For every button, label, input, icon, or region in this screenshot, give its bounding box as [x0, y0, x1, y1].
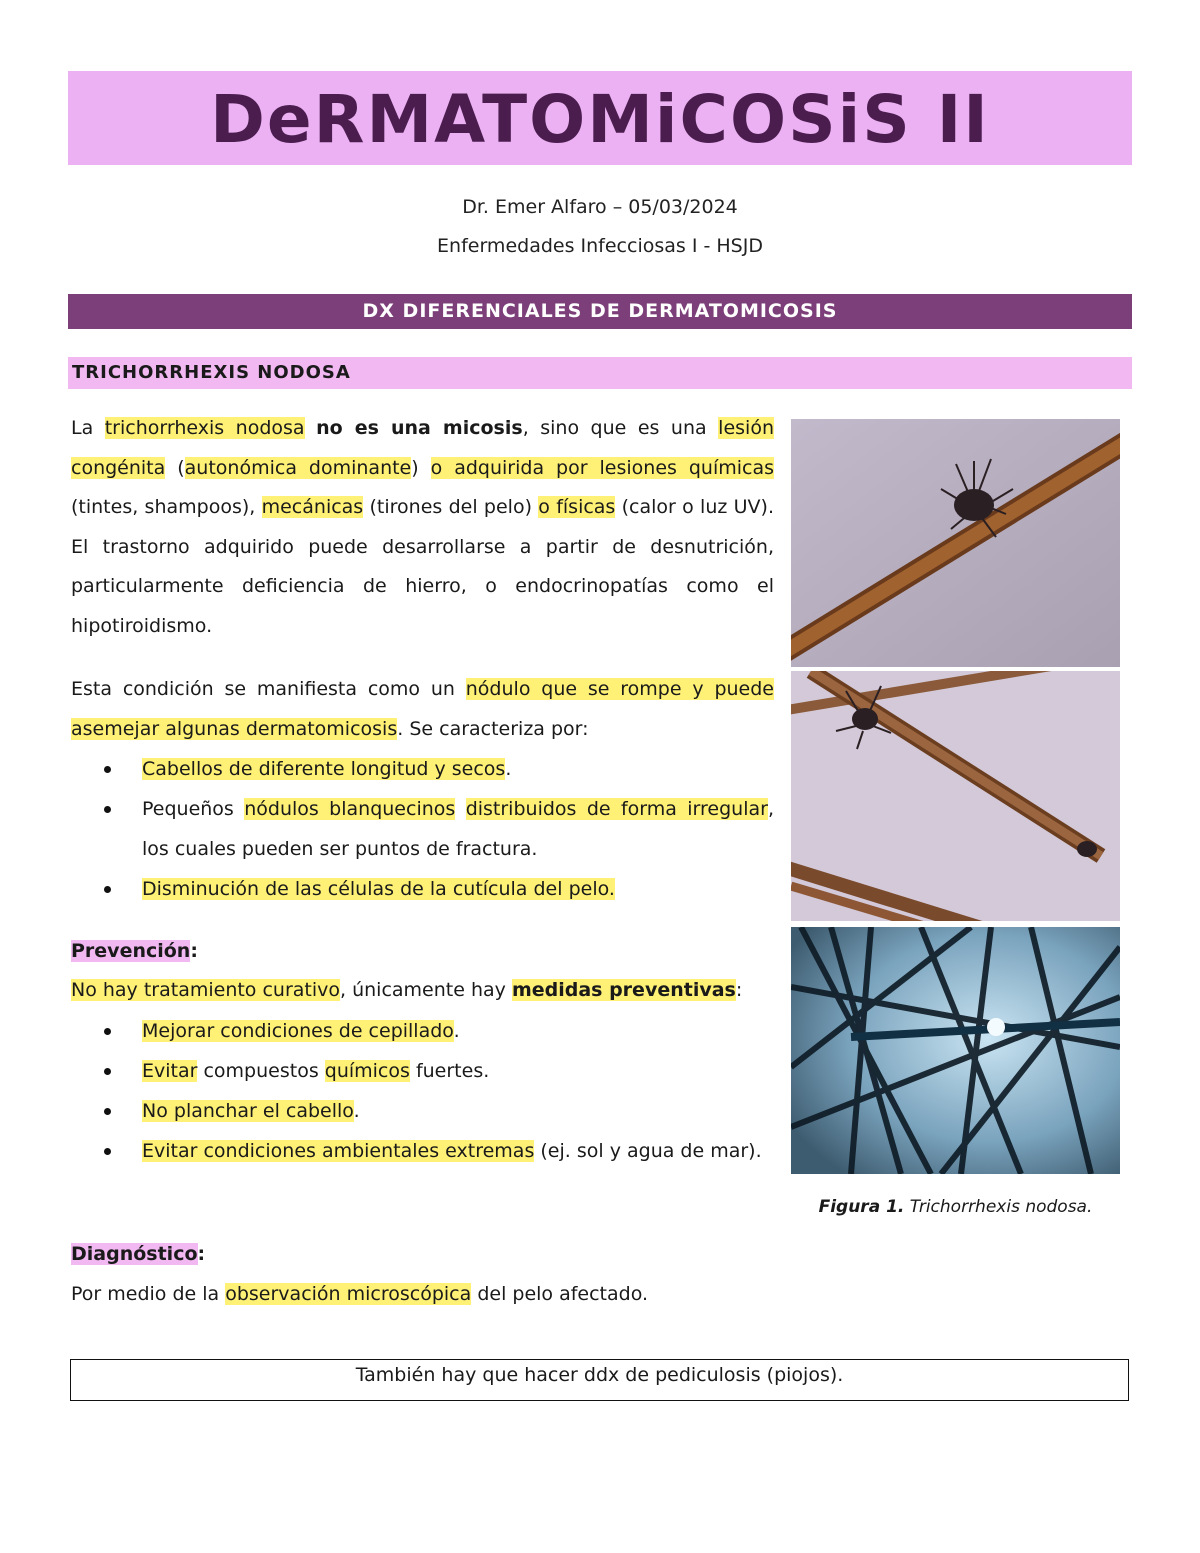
- microscopy-photo-3: [791, 927, 1120, 1174]
- note-box: También hay que hacer ddx de pediculosis (piojos).: [70, 1359, 1129, 1401]
- bullet-icon: [104, 806, 111, 813]
- intro-paragraph: La trichorrhexis nodosa no es una micosis, sino que es una lesión congénita (autonómica dominante) o adquirida por lesiones químicas (tintes, shampoos), mecánicas (tirones del pelo) o físicas (calor o luz UV). El trastorno adquirido puede desarrollarse a partir de desnutrición, particularmente deficiencia de hierro, o endocrinopatías como el hipotiroidismo.: [71, 417, 775, 637]
- list-item: Evitar compuestos químicos fuertes.: [71, 1051, 774, 1091]
- microscopy-photo-1: [791, 419, 1120, 667]
- bullet-icon: [104, 1148, 111, 1155]
- bullet-icon: [104, 1028, 111, 1035]
- bullet-icon: [104, 766, 111, 773]
- prevention-list: [71, 1011, 774, 1171]
- list-item: Evitar condiciones ambientales extremas (ej. sol y agua de mar).: [71, 1131, 774, 1171]
- list-item: Mejorar condiciones de cepillado.: [71, 1011, 774, 1051]
- diagnosis-heading: Diagnóstico:: [71, 1243, 206, 1265]
- microscopy-photo-2: [791, 671, 1120, 921]
- prevention-heading: Prevención:: [71, 940, 198, 962]
- bullet-icon: [104, 886, 111, 893]
- course-line: Enfermedades Infecciosas I - HSJD: [437, 235, 763, 257]
- list-item: Cabellos de diferente longitud y secos.: [71, 749, 774, 789]
- title-banner: [68, 71, 1132, 165]
- prevention-intro: No hay tratamiento curativo, únicamente hay medidas preventivas:: [71, 979, 743, 1001]
- features-list: [71, 749, 774, 909]
- diagnosis-text: Por medio de la observación microscópica del pelo afectado.: [71, 1283, 649, 1305]
- list-item: No planchar el cabello.: [71, 1091, 774, 1131]
- subsection-heading: TRICHORRHEXIS NODOSA: [68, 357, 1132, 389]
- figure-caption: Figura 1. Trichorrhexis nodosa.: [818, 1197, 1093, 1217]
- condition-paragraph: Esta condición se manifiesta como un nódulo que se rompe y puede asemejar algunas dermatomicosis. Se caracteriza por:: [71, 678, 774, 740]
- section-heading: DX DIFERENCIALES DE DERMATOMICOSIS: [68, 294, 1132, 329]
- list-item: Disminución de las células de la cutícula del pelo.: [71, 869, 774, 909]
- bullet-icon: [104, 1108, 111, 1115]
- bullet-icon: [104, 1068, 111, 1075]
- page-title: DeRMATOMiCOSiS II: [210, 81, 990, 158]
- list-item: Pequeños nódulos blanquecinos distribuidos de forma irregular, los cuales pueden ser puntos de fractura.: [71, 789, 774, 869]
- author-date-line: Dr. Emer Alfaro – 05/03/2024: [462, 196, 738, 218]
